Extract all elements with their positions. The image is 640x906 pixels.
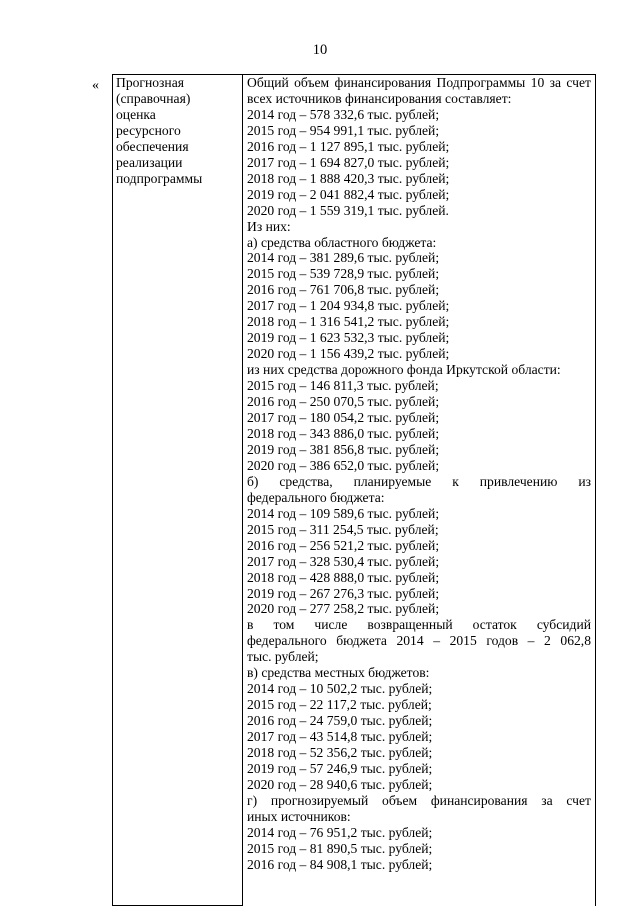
total-2018: 2018 год – 1 888 420,3 тыс. рублей;	[247, 170, 450, 186]
other-sources-heading: г) прогнозируемый объем финансирования за счет	[247, 792, 591, 808]
opening-quote: «	[92, 78, 99, 93]
regional-budget-heading: а) средства областного бюджета:	[247, 234, 437, 250]
label-line: подпрограммы	[116, 170, 203, 186]
road-fund-2018: 2018 год – 343 886,0 тыс. рублей;	[247, 425, 440, 441]
of-them-label: Из них:	[247, 218, 291, 234]
label-line: Прогнозная	[116, 75, 184, 90]
federal-2014: 2014 год – 109 589,6 тыс. рублей;	[247, 505, 440, 521]
other-2014: 2014 год – 76 951,2 тыс. рублей;	[247, 824, 433, 840]
federal-remainder-note-end: тыс. рублей;	[247, 649, 319, 665]
total-2016: 2016 год – 1 127 895,1 тыс. рублей;	[247, 138, 450, 154]
local-2016: 2016 год – 24 759,0 тыс. рублей;	[247, 713, 433, 729]
label-line: ресурсного	[116, 122, 181, 138]
federal-budget-heading: б) средства, планируемые к привлечению из	[247, 473, 591, 489]
road-fund-2016: 2016 год – 250 070,5 тыс. рублей;	[247, 394, 440, 410]
local-budget-heading: в) средства местных бюджетов:	[247, 665, 430, 681]
federal-2015: 2015 год – 311 254,5 тыс. рублей;	[247, 521, 439, 537]
subprogram-funding-table	[112, 74, 596, 906]
regional-2020: 2020 год – 1 156 439,2 тыс. рублей;	[247, 346, 450, 362]
road-fund-2017: 2017 год – 180 054,2 тыс. рублей;	[247, 410, 440, 426]
road-fund-heading: из них средства дорожного фонда Иркутской области:	[247, 362, 561, 378]
federal-2020: 2020 год – 277 258,2 тыс. рублей;	[247, 601, 440, 617]
funding-intro: Общий объем финансирования Подпрограммы 10 за счет всех источников финансирования составляет:	[247, 75, 591, 106]
federal-remainder-note: в том числе возвращенный остаток субсидий	[247, 617, 591, 633]
regional-2016: 2016 год – 761 706,8 тыс. рублей;	[247, 282, 440, 298]
label-line: оценка	[116, 106, 156, 122]
road-fund-2020: 2020 год – 386 652,0 тыс. рублей;	[247, 457, 440, 473]
local-2018: 2018 год – 52 356,2 тыс. рублей;	[247, 745, 433, 761]
local-2017: 2017 год – 43 514,8 тыс. рублей;	[247, 729, 433, 745]
other-2015: 2015 год – 81 890,5 тыс. рублей;	[247, 840, 433, 856]
federal-budget-heading-cont: федерального бюджета:	[247, 489, 385, 505]
total-2019: 2019 год – 2 041 882,4 тыс. рублей;	[247, 186, 450, 202]
row-label-cell	[113, 75, 243, 906]
label-line: (справочная)	[116, 90, 191, 106]
page-number: 10	[312, 42, 328, 58]
total-2014: 2014 год – 578 332,6 тыс. рублей;	[247, 106, 440, 122]
total-2015: 2015 год – 954 991,1 тыс. рублей;	[247, 122, 440, 138]
local-2019: 2019 год – 57 246,9 тыс. рублей;	[247, 760, 433, 776]
federal-2016: 2016 год – 256 521,2 тыс. рублей;	[247, 537, 440, 553]
local-2014: 2014 год – 10 502,2 тыс. рублей;	[247, 681, 433, 697]
federal-2018: 2018 год – 428 888,0 тыс. рублей;	[247, 569, 440, 585]
other-sources-heading-cont: иных источников:	[247, 808, 351, 824]
funding-content-cell	[243, 75, 596, 906]
total-2020: 2020 год – 1 559 319,1 тыс. рублей.	[247, 202, 449, 218]
other-2016: 2016 год – 84 908,1 тыс. рублей;	[247, 856, 433, 872]
regional-2015: 2015 год – 539 728,9 тыс. рублей;	[247, 266, 440, 282]
local-2015: 2015 год – 22 117,2 тыс. рублей;	[247, 697, 432, 713]
total-2017: 2017 год – 1 694 827,0 тыс. рублей;	[247, 154, 450, 170]
table-row	[113, 75, 596, 906]
local-2020: 2020 год – 28 940,6 тыс. рублей;	[247, 776, 433, 792]
road-fund-2015: 2015 год – 146 811,3 тыс. рублей;	[247, 378, 439, 394]
federal-2019: 2019 год – 267 276,3 тыс. рублей;	[247, 585, 440, 601]
regional-2014: 2014 год – 381 289,6 тыс. рублей;	[247, 250, 440, 266]
regional-2019: 2019 год – 1 623 532,3 тыс. рублей;	[247, 330, 450, 346]
federal-remainder-note-cont: федерального бюджета 2014 – 2015 годов – 2 062,8	[247, 633, 591, 649]
regional-2018: 2018 год – 1 316 541,2 тыс. рублей;	[247, 314, 450, 330]
label-line: реализации	[116, 154, 183, 170]
label-line: обеспечения	[116, 138, 189, 154]
regional-2017: 2017 год – 1 204 934,8 тыс. рублей;	[247, 298, 450, 314]
federal-2017: 2017 год – 328 530,4 тыс. рублей;	[247, 553, 440, 569]
road-fund-2019: 2019 год – 381 856,8 тыс. рублей;	[247, 441, 440, 457]
